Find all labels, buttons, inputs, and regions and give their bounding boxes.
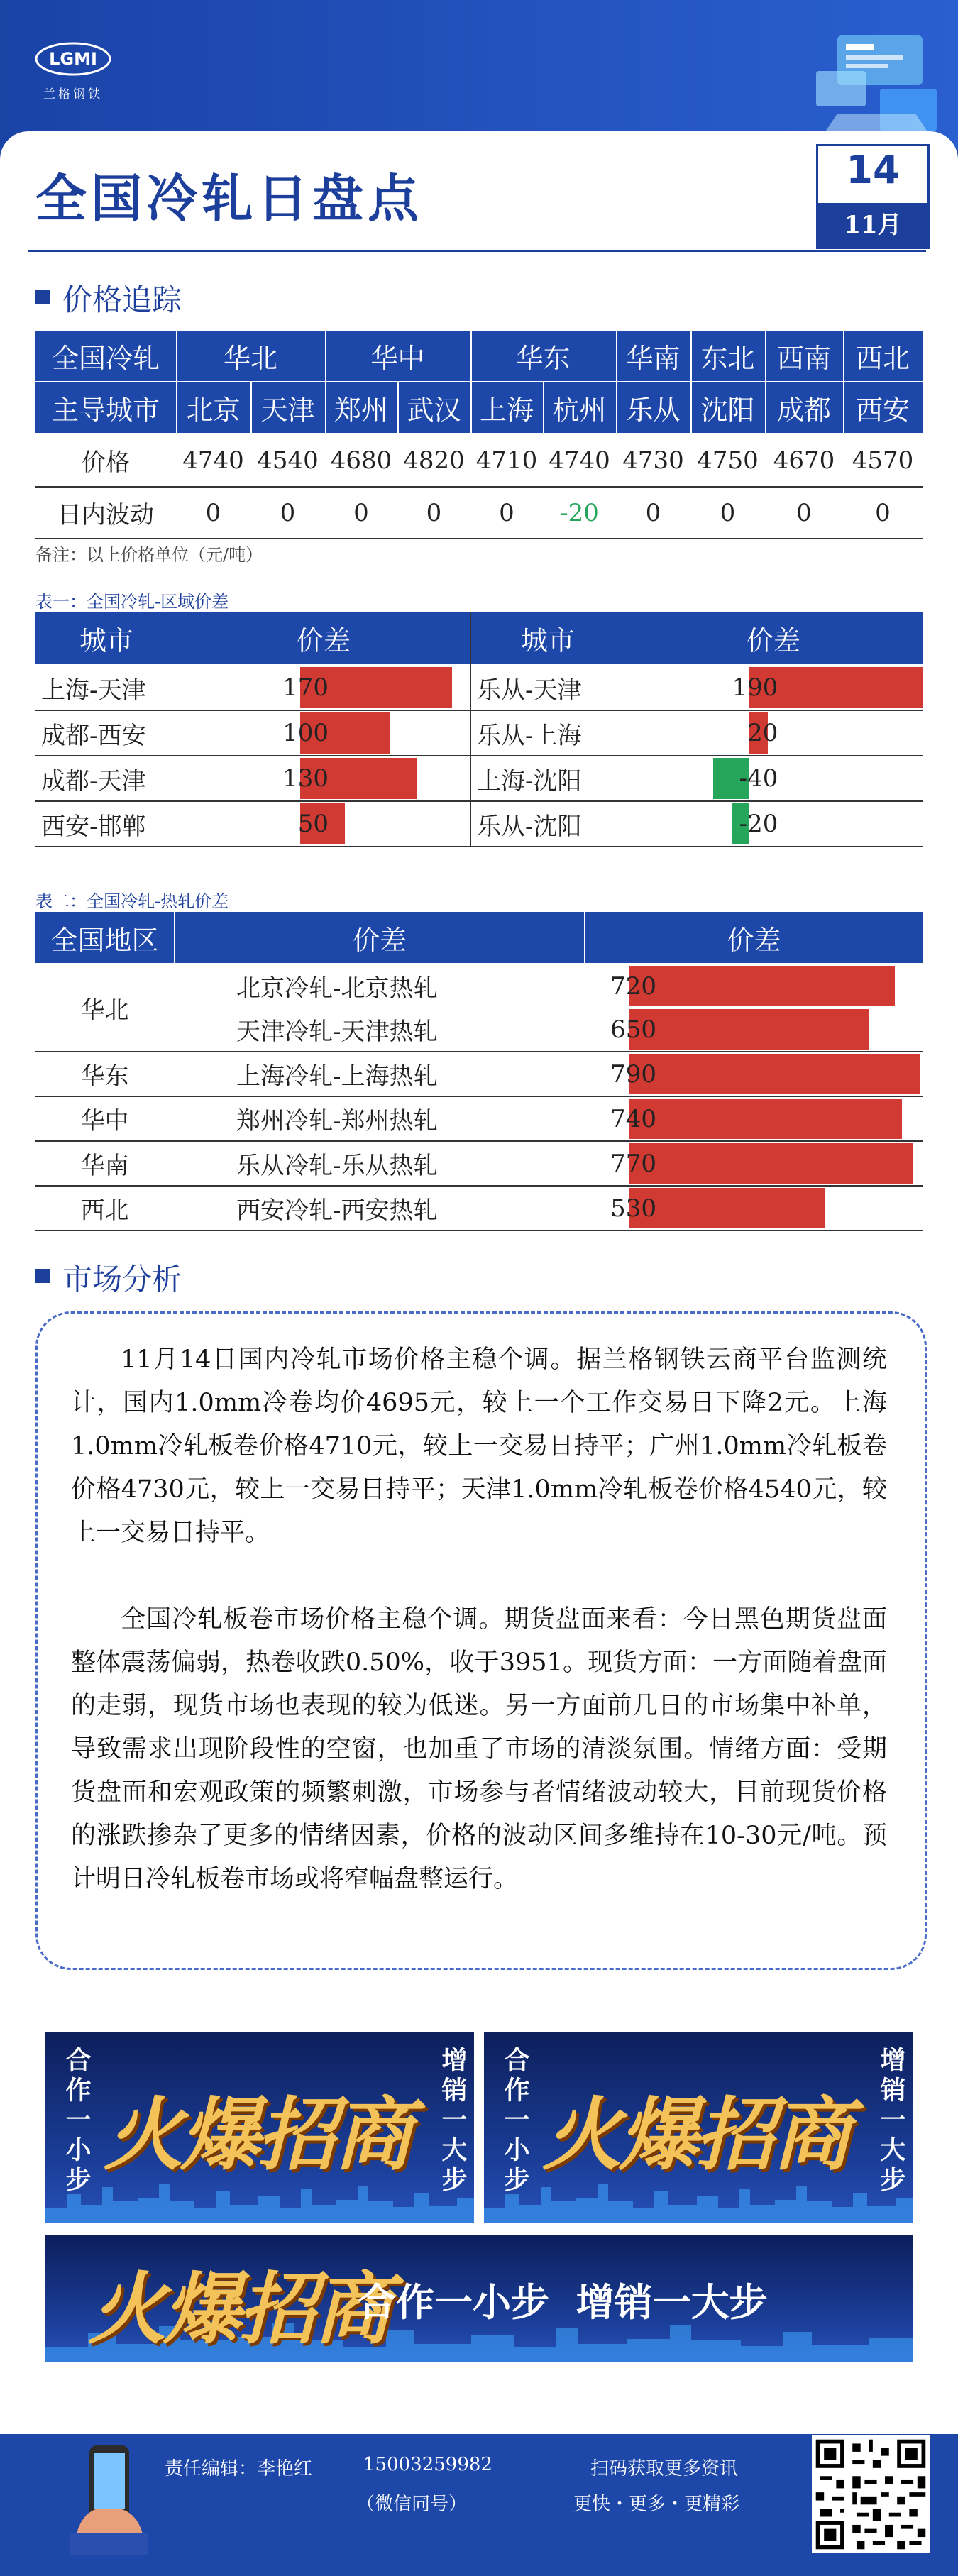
table2-caption: 表二：全国冷轧-热轧价差 (35, 891, 229, 911)
header-vline (176, 331, 177, 433)
table1-col-diff-right: 价差 (746, 624, 800, 656)
city-wuhan: 武汉 (407, 395, 461, 426)
region-south: 华南 (626, 343, 681, 374)
price-value: 4710 (475, 446, 538, 475)
banner-left-side-text-2: 增销一大步 (438, 2047, 467, 2196)
spread-value: 190 (732, 673, 778, 702)
change-value: 0 (875, 498, 891, 527)
spread-pair: 上海冷轧-上海热轧 (236, 1062, 438, 1091)
spread-city-pair: 乐从-天津 (477, 676, 582, 705)
header-vline (690, 331, 692, 433)
header-vline (584, 912, 585, 963)
city-xian: 西安 (855, 395, 910, 426)
section-marker-icon (35, 1269, 50, 1283)
spread-city-pair: 乐从-沈阳 (477, 812, 582, 841)
spread-bar (629, 966, 895, 1006)
table2-col-pair: 价差 (352, 924, 407, 956)
promo-banner-right[interactable] (483, 2031, 914, 2224)
banner-left-side-text: 合作一小步 (62, 2047, 91, 2196)
spread-value: 20 (747, 719, 778, 747)
city-hangzhou: 杭州 (552, 395, 607, 426)
city-beijing: 北京 (186, 395, 241, 426)
change-value: 0 (205, 498, 221, 527)
spread-bar (629, 1188, 825, 1228)
spread-city-pair: 上海-天津 (41, 676, 146, 705)
price-table (35, 331, 923, 539)
spread-value: 530 (610, 1194, 656, 1223)
price-value: 4740 (549, 446, 610, 475)
row-divider (35, 1230, 923, 1231)
city-skyline-icon (484, 2180, 913, 2223)
spread-bar (629, 1099, 902, 1139)
header-vline (250, 382, 252, 433)
footer-tagline: 更快・更多・更精彩 (573, 2494, 740, 2515)
date-month: 11月 (816, 203, 930, 247)
banner-right-title: 火爆招商 (542, 2089, 849, 2181)
spread-value: 650 (610, 1015, 656, 1044)
change-value: 0 (645, 498, 661, 527)
phone-hand-icon (70, 2441, 148, 2555)
spread-value: 130 (282, 764, 329, 793)
spread-value: 770 (610, 1149, 656, 1178)
region-label: 华南 (80, 1152, 129, 1180)
price-value: 4750 (697, 446, 759, 475)
spread-value: 100 (282, 719, 329, 747)
spread-value: 790 (610, 1059, 656, 1089)
table2-col-region: 全国地区 (50, 924, 159, 956)
spread-bar (629, 1009, 869, 1050)
city-chengdu: 成都 (776, 395, 831, 426)
spread-value: 50 (297, 810, 329, 838)
city-shanghai: 上海 (479, 395, 534, 426)
spread-city-pair: 成都-西安 (41, 721, 146, 750)
row-divider (35, 538, 923, 539)
hot-cold-spread-table (35, 912, 923, 1227)
region-label: 华东 (80, 1062, 129, 1091)
region-east: 华东 (516, 343, 571, 374)
change-value: 0 (720, 498, 736, 527)
footer-scan-text: 扫码获取更多资讯 (590, 2458, 739, 2479)
banner-wide-slogan: 合作一小步 增销一大步 (358, 2280, 768, 2325)
row-divider (35, 846, 470, 847)
region-label: 西北 (80, 1196, 129, 1225)
header-vline (470, 331, 472, 433)
city-zhengzhou: 郑州 (334, 395, 388, 426)
spread-bar (629, 1054, 920, 1094)
dashboard-illustration-icon (809, 28, 944, 142)
price-value: 4730 (622, 446, 684, 475)
spread-pair: 天津冷轧-天津热轧 (236, 1018, 438, 1046)
svg-text:LGMI: LGMI (49, 49, 97, 69)
price-value: 4820 (403, 446, 465, 475)
change-value: 0 (353, 498, 369, 527)
table1-caption: 表一：全国冷轧-区域价差 (35, 592, 229, 612)
region-central: 华中 (370, 343, 425, 374)
spread-value: 720 (610, 971, 656, 1001)
footer-phone: 15003259982 (363, 2454, 492, 2475)
spread-value: -40 (739, 764, 778, 793)
city-row-label: 主导城市 (51, 395, 160, 426)
section-analysis-heading: 市场分析 (62, 1262, 182, 1297)
banner-left-title: 火爆招商 (104, 2089, 410, 2181)
date-day: 14 (846, 148, 900, 192)
city-skyline-icon (45, 2180, 474, 2223)
change-row-label: 日内波动 (57, 501, 154, 529)
region-label: 华中 (80, 1107, 129, 1135)
change-value: 0 (499, 498, 514, 527)
spread-city-pair: 成都-天津 (41, 766, 146, 796)
spread-value: 740 (610, 1104, 656, 1133)
header-vline (543, 382, 544, 433)
price-row-label: 价格 (82, 448, 130, 477)
lgmi-logo-icon (34, 41, 112, 77)
spread-pair: 乐从冷轧-乐从热轧 (236, 1152, 438, 1180)
table1-col-city-left: 城市 (79, 624, 133, 656)
promo-banner-wide[interactable] (44, 2234, 914, 2363)
price-note: 备注：以上价格单位（元/吨） (35, 545, 263, 565)
table1-col-city-right: 城市 (520, 624, 575, 656)
qr-code-icon[interactable] (812, 2435, 930, 2553)
spread-value: 170 (282, 673, 329, 702)
spread-city-pair: 上海-沈阳 (477, 766, 582, 796)
region-northeast: 东北 (700, 343, 755, 374)
spread-pair: 北京冷轧-北京热轧 (236, 974, 438, 1003)
footer-editor: 责任编辑：李艳红 (165, 2458, 313, 2479)
table2-col-value: 价差 (727, 924, 781, 956)
promo-banner-left[interactable] (44, 2031, 475, 2224)
region-label: 华北 (80, 996, 129, 1025)
region-row-label: 全国冷轧 (51, 343, 160, 374)
change-value: 0 (426, 498, 442, 527)
city-shenyang: 沈阳 (700, 395, 755, 426)
analysis-paragraph-2: 全国冷轧板卷市场价格主稳个调。期货盘面来看：今日黑色期货盘面整体震荡偏弱，热卷收跌0.50%，收于3951。现货方面：一方面随着盘面的走弱，现货市场也表现的较为低迷。另一方面前几日的市场集中补单，导致需求出现阶段性的空窗，也加重了市场的清淡氛围。情绪方面：受期货盘面和宏观政策的频繁刺激，市场参与者情绪波动较大，目前现货价格的涨跌掺杂了更多的情绪因素，价格的波动区间多维持在10-30元/吨。预计明日冷轧板卷市场或将窄幅盘整运行。 (71, 1605, 887, 1893)
spread-pair: 西安冷轧-西安热轧 (236, 1196, 438, 1225)
regional-spread-table (35, 612, 923, 847)
spread-bar (629, 1143, 913, 1184)
page-title: 全国冷轧日盘点 (35, 168, 424, 229)
header-vline (616, 331, 617, 433)
banner-right-side-text-2: 增销一大步 (876, 2047, 905, 2196)
spread-city-pair: 乐从-上海 (477, 721, 582, 750)
price-value: 4570 (852, 446, 914, 475)
header-vline (397, 382, 399, 433)
price-value: 4670 (773, 446, 835, 475)
price-value: 4680 (330, 446, 392, 475)
price-value: 4540 (257, 446, 319, 475)
table1-col-diff-left: 价差 (296, 624, 351, 656)
row-divider (471, 846, 923, 847)
region-northwest: 西北 (855, 343, 910, 374)
city-tianjin: 天津 (260, 395, 315, 426)
title-divider (28, 250, 926, 252)
section-price-heading: 价格追踪 (62, 282, 182, 317)
banner-right-side-text: 合作一小步 (500, 2047, 529, 2196)
footer-wechat-note: （微信同号） (356, 2494, 468, 2515)
region-southwest: 西南 (776, 343, 831, 374)
section-marker-icon (35, 290, 50, 304)
header-vline (325, 331, 326, 433)
price-value: 4740 (182, 446, 244, 475)
region-north: 华北 (223, 343, 277, 374)
analysis-paragraph-1: 11月14日国内冷轧市场价格主稳个调。据兰格钢铁云商平台监测统计，国内1.0mm冷卷均价4695元，较上一个工作交易日下降2元。上海1.0mm冷轧板卷价格4710元，较上一交易日持平；广州1.0mm冷轧板卷价格4730元，较上一交易日持平；天津1.0mm冷轧板卷价格4540元，较上一交易日持平。 (71, 1345, 887, 1547)
city-lecong: 乐从 (626, 395, 681, 426)
change-value: 0 (796, 498, 812, 527)
banner-wide-title: 火爆招商 (88, 2264, 389, 2355)
header-vline (765, 331, 766, 433)
header-vline (843, 331, 844, 433)
spread-pair: 郑州冷轧-郑州热轧 (236, 1107, 438, 1135)
spread-city-pair: 西安-邯郸 (41, 812, 146, 841)
change-value: -20 (560, 498, 599, 527)
logo-text: 兰格钢铁 (43, 87, 103, 101)
header-vline (174, 912, 175, 963)
change-value: 0 (280, 498, 296, 527)
spread-value: -20 (739, 810, 778, 838)
